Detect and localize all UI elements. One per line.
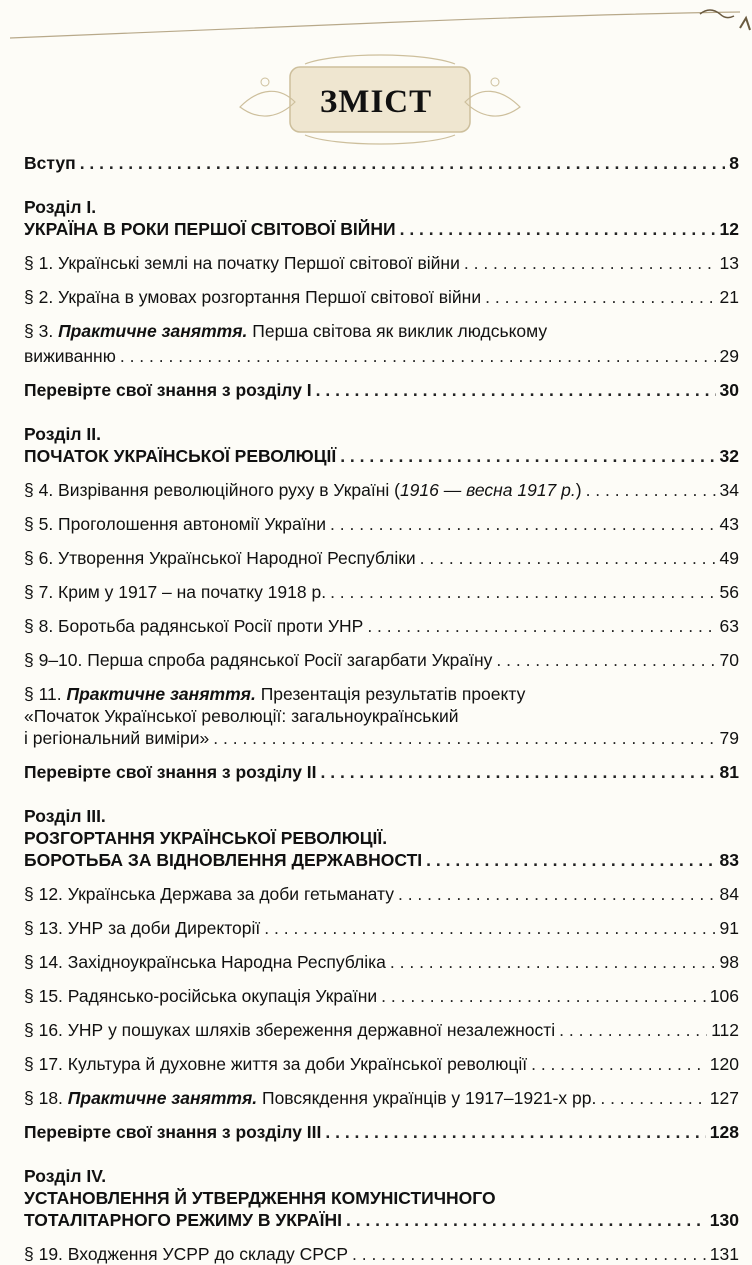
toc-entry-check-3[interactable]: Перевірте свої знання з розділу ІІІ . . . 128 [24,1121,739,1143]
section-heading: Розділ ІІІ. [24,806,106,826]
page-number: 84 [719,884,739,904]
page-number: 34 [719,480,739,500]
toc-entry-p11[interactable]: і регіональний виміри» . . . 79 [24,727,739,749]
toc-entry-p5[interactable]: § 5. Проголошення автономії України . . . 43 [24,513,739,535]
section-title: БОРОТЬБА ЗА ВІДНОВЛЕННЯ ДЕРЖАВНОСТІ [24,850,423,870]
section-title: УКРАЇНА В РОКИ ПЕРШОЇ СВІТОВОЇ ВІЙНИ [24,219,396,239]
toc-entry-p16[interactable]: § 16. УНР у пошуках шляхів збереження державної незалежності . . . 112 [24,1019,739,1041]
page-number: 91 [719,918,739,938]
toc-entry-p19[interactable]: § 19. Входження УСРР до складу СРСР . . . 131 [24,1243,739,1265]
toc-entry-p17[interactable]: § 17. Культура й духовне життя за доби Української революції . . . 120 [24,1053,739,1075]
page-number: 63 [719,616,739,636]
toc-entry-check-2[interactable]: Перевірте свої знання з розділу ІІ . . . 81 [24,761,739,783]
section-title: УСТАНОВЛЕННЯ Й УТВЕРДЖЕННЯ КОМУНІСТИЧНОГО [24,1188,496,1208]
entry-text: § 1. Українські землі на початку Першої світової війни [24,253,460,273]
table-of-contents [24,150,739,1265]
toc-entry-p9-10[interactable]: § 9–10. Перша спроба радянської Росії загарбати Україну . . . 70 [24,649,739,671]
section-heading: Розділ IV. [24,1166,107,1186]
toc-entry-section-4[interactable] [24,1209,739,1231]
toc-entry-p3[interactable]: виживанню . . . 29 [24,345,739,367]
page-number: 32 [719,446,739,466]
practical-label: Практичне заняття. [67,1088,258,1108]
toc-entry-section-3[interactable] [24,849,739,871]
toc-entry-p8[interactable]: § 8. Боротьба радянської Росії проти УНР . . . 63 [24,615,739,637]
top-ornament [0,0,752,60]
toc-entry-p11-line1[interactable]: § 11. Практичне заняття. Презентація результатів проекту [24,684,526,704]
toc-entry-p2[interactable] [24,286,739,308]
entry-text: § 2. Україна в умовах розгортання Першої світової війни [24,287,482,307]
toc-entry-intro[interactable] [24,152,739,174]
toc-entry-p13[interactable]: § 13. УНР за доби Директорії . . . 91 [24,917,739,939]
page-number: 70 [719,650,739,670]
page-number: 49 [719,548,739,568]
page-number: 106 [709,986,739,1006]
page-number: 83 [719,850,739,870]
page-number: 127 [709,1088,739,1108]
page-number: 131 [709,1244,739,1264]
section-title: ПОЧАТОК УКРАЇНСЬКОЇ РЕВОЛЮЦІЇ [24,446,337,466]
page-number: 56 [719,582,739,602]
entry-text: Вступ [24,153,76,173]
page-title: ЗМІСТ [319,84,433,120]
toc-entry-section-1[interactable] [24,218,739,240]
page-number: 13 [719,253,739,273]
page-number: 79 [719,728,739,748]
page-number: 130 [709,1210,739,1230]
page-number: 12 [719,219,739,239]
practical-label: Практичне заняття. [58,321,248,341]
page-number: 8 [729,153,739,173]
practical-label: Практичне заняття. [66,684,256,704]
toc-entry-p1[interactable] [24,252,739,274]
toc-entry-p4[interactable]: § 4. Визрівання революційного руху в Україні (1916 — весна 1917 р.) . . . 34 [24,479,739,501]
toc-entry-p12[interactable]: § 12. Українська Держава за доби гетьманату . . . 84 [24,883,739,905]
section-title: РОЗГОРТАННЯ УКРАЇНСЬКОЇ РЕВОЛЮЦІЇ. [24,828,388,848]
page-number: 21 [719,287,739,307]
toc-entry-p18[interactable]: § 18. Практичне заняття. Повсякдення українців у 1917–1921-х рр. . . . 127 [24,1087,739,1109]
toc-entry-p14[interactable]: § 14. Західноукраїнська Народна Республіка . . . 98 [24,951,739,973]
toc-entry-section-2[interactable] [24,445,739,467]
page-number: 30 [719,380,739,400]
toc-entry-p11-line2: «Початок Української революції: загальноукраїнський [24,706,459,726]
page-number: 112 [711,1020,739,1040]
toc-entry-p7[interactable]: § 7. Крим у 1917 – на початку 1918 р. . . . 56 [24,581,739,603]
section-heading: Розділ І. [24,197,97,217]
toc-entry-p6[interactable]: § 6. Утворення Української Народної Республіки . . . 49 [24,547,739,569]
page-number: 128 [709,1122,739,1142]
section-title: ТОТАЛІТАРНОГО РЕЖИМУ В УКРАЇНІ [24,1210,342,1230]
page-number: 98 [719,952,739,972]
toc-entry-check-1[interactable]: Перевірте свої знання з розділу І . . . 30 [24,379,739,401]
page-number: 43 [719,514,739,534]
toc-entry-p15[interactable]: § 15. Радянсько-російська окупація України . . . 106 [24,985,739,1007]
section-heading: Розділ ІІ. [24,424,101,444]
page-number: 29 [719,346,739,366]
toc-entry-p3-line1[interactable]: § 3. Практичне заняття. Перша світова як виклик людському [24,321,548,341]
page-number: 81 [719,762,739,782]
page-number: 120 [709,1054,739,1074]
